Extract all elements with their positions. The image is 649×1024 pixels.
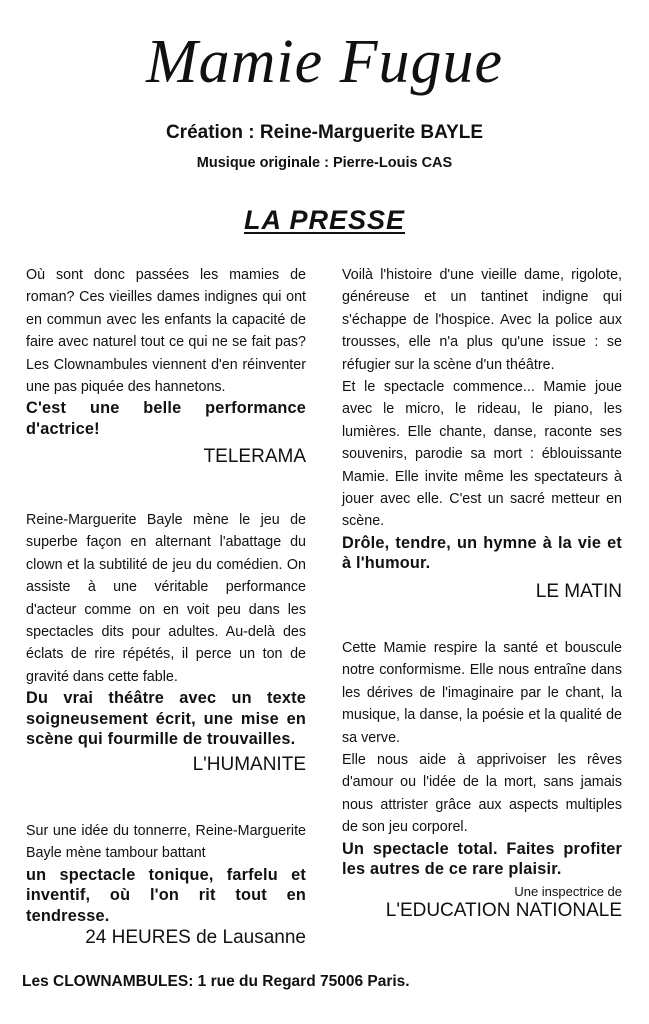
review-telerama [26, 264, 306, 469]
section-heading: LA PRESSE [243, 205, 406, 235]
review-text: Et le spectacle commence... Mamie joue avec le micro, le rideau, le piano, les lumières. Elle chante, danse, raconte ses souvenirs, parodie sa mort : éblouissante Mamie. Elle invite même les spectateurs à jouer avec elle. C'est un sacré metteur en scène. [342, 379, 622, 530]
creation-credit: Création : Reine-Marguerite BAYLE [165, 122, 484, 143]
review-source: 24 HEURES de Lausanne [85, 927, 306, 949]
review-text: Sur une idée du tonnerre, Reine-Marguerite Bayle mène tambour battant [26, 823, 306, 862]
review-source: LE MATIN [535, 580, 622, 602]
page-title: Mamie Fugue [145, 28, 504, 96]
review-education-nationale [342, 637, 622, 923]
review-text: Cette Mamie respire la santé et bouscule notre conformisme. Elle nous entraîne dans les dérives de l'imaginaire par le chant, la musique, la danse, la poésie et la qualité de sa verve. [342, 640, 622, 746]
review-le-matin [342, 264, 622, 604]
review-highlight: un spectacle tonique, farfelu et inventif, où l'on rit tout en tendresse. [26, 865, 306, 925]
review-source: TELERAMA [203, 446, 306, 468]
review-highlight: Un spectacle total. Faites profiter les autres de ce rare plaisir. [342, 839, 622, 879]
review-humanite [26, 509, 306, 777]
review-text: Reine-Marguerite Bayle mène le jeu de superbe façon en alternant l'abattage du clown et la subtilité de jeu du comédien. On assiste à une véritable performance d'acteur comme on en voit peu dans les spectacles dits pour adultes. Au-delà des éclats de rire répétés, il perce un ton de gravité dans cette fable. [26, 512, 306, 685]
review-highlight: Drôle, tendre, un hymne à la vie et à l'humour. [342, 533, 622, 573]
review-text: Voilà l'histoire d'une vieille dame, rigolote, généreuse et un tantinet indigne qui s'échappe de l'hospice. Avec la police aux trousses, elle n'a plus qu'une issue : se réfugier sur la scène d'un théâtre. [342, 267, 622, 373]
review-source-prefix: Une inspectrice de [514, 883, 622, 899]
footer-address: Les CLOWNAMBULES: 1 rue du Regard 75006 Paris. [22, 973, 410, 990]
review-highlight: Du vrai théâtre avec un texte soigneusement écrit, une mise en scène qui fourmille de trouvailles. [26, 689, 306, 749]
review-text: Elle nous aide à apprivoiser les rêves d'amour ou l'idée de la mort, sans jamais nous attrister grâce aux aspects multiples de son jeu corporel. [342, 752, 622, 836]
review-24-heures [26, 820, 306, 950]
music-credit: Musique originale : Pierre-Louis CAS [196, 155, 453, 171]
review-source: L'HUMANITE [192, 753, 306, 775]
review-highlight: C'est une belle performance d'actrice! [26, 399, 306, 438]
review-text: Où sont donc passées les mamies de roman? Ces vieilles dames indignes qui ont en commun avec les enfants la capacité de faire avec naturel tout ce qui ne se fait pas? Les Clownambules viennent d'en réinventer une pas piquée des hannetons. [26, 267, 306, 396]
review-source: L'EDUCATION NATIONALE [385, 899, 622, 921]
